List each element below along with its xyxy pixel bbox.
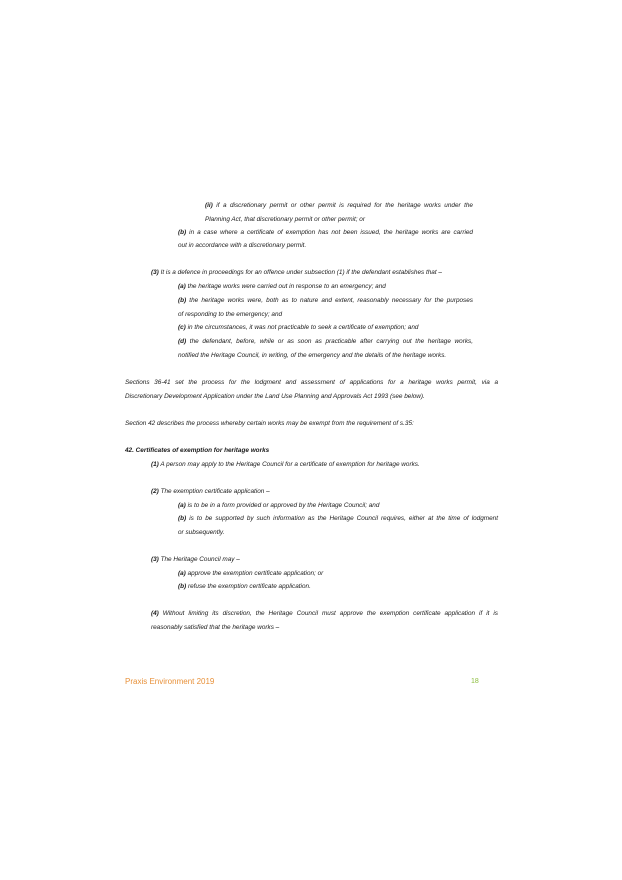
subsection-3-b-line2: of responding to the emergency; and — [178, 311, 283, 318]
section-42-1 — [151, 460, 420, 469]
clause-marker: (3) — [151, 556, 159, 563]
clause-ii-line1 — [205, 201, 473, 210]
footer-page-number: 18 — [471, 678, 479, 685]
clause-text: in the circumstances, it was not practicable to seek a certificate of exemption; and — [185, 324, 419, 331]
section-42-4-line1 — [151, 609, 498, 618]
paragraph-sections-36-41-line2: Discretionary Development Application under the Land Use Planning and Approvals Act 1993 (see below). — [125, 393, 425, 400]
clause-marker: (ii) — [205, 202, 213, 209]
clause-text: if a discretionary permit or other permit is required for the heritage works under the — [212, 202, 473, 209]
clause-b-line2: out in accordance with a discretionary permit. — [178, 242, 307, 249]
clause-text: A person may apply to the Heritage Council for a certificate of exemption for heritage works. — [158, 461, 420, 468]
subsection-3-c — [178, 323, 418, 332]
clause-marker: (a) — [178, 570, 186, 577]
section-42-2 — [151, 487, 270, 496]
clause-text: refuse the exemption certificate application. — [186, 583, 311, 590]
clause-text: the defendant, before, while or as soon as practicable after carrying out the heritage works, — [186, 338, 473, 345]
footer-publisher: Praxis Environment 2019 — [125, 677, 215, 686]
clause-marker: (b) — [178, 229, 187, 236]
clause-ii-line2: Planning Act, that discretionary permit or other permit; or — [205, 216, 365, 223]
clause-text: is to be in a form provided or approved by the Heritage Council; and — [185, 502, 380, 509]
clause-text: in a case where a certificate of exemption has not been issued, the heritage works are carried — [186, 229, 473, 236]
clause-marker: (b) — [178, 297, 187, 304]
clause-text: Without limiting its discretion, the Heritage Council must approve the exemption certificate application if it is — [158, 610, 498, 617]
subsection-3-d-line2: notified the Heritage Council, in writing, of the emergency and the details of the heritage works. — [178, 352, 447, 359]
section-42-3-b — [178, 582, 311, 591]
section-42-4-line2: reasonably satisfied that the heritage works – — [151, 624, 280, 631]
clause-text: approve the exemption certificate application; or — [185, 570, 324, 577]
clause-marker: (4) — [151, 610, 159, 617]
subsection-3 — [151, 268, 442, 277]
clause-marker: (a) — [178, 502, 186, 509]
clause-marker: (1) — [151, 461, 159, 468]
section-42-3-a — [178, 569, 323, 578]
subsection-3-a — [178, 282, 386, 291]
section-42-2-b-line1 — [178, 514, 498, 523]
clause-text: The exemption certificate application – — [158, 488, 270, 495]
clause-b-line1 — [178, 228, 473, 237]
clause-text: It is a defence in proceedings for an offence under subsection (1) if the defendant establishes that – — [158, 269, 442, 276]
paragraph-sections-36-41-line1: Sections 36-41 set the process for the lodgment and assessment of applications for a heritage works permit, via a — [125, 379, 498, 386]
clause-marker: (2) — [151, 488, 159, 495]
clause-text: is to be supported by such information as the Heritage Council requires, either at the time of lodgment — [186, 515, 498, 522]
clause-text: The Heritage Council may – — [158, 556, 240, 563]
subsection-3-b-line1 — [178, 296, 473, 305]
clause-text: the heritage works were carried out in response to an emergency; and — [185, 283, 386, 290]
clause-marker: (b) — [178, 583, 187, 590]
clause-text: the heritage works were, both as to nature and extent, reasonably necessary for the purposes — [186, 297, 473, 304]
clause-marker: (a) — [178, 283, 186, 290]
paragraph-section-42: Section 42 describes the process whereby certain works may be exempt from the requirement of s.35: — [125, 420, 414, 427]
clause-marker: (3) — [151, 269, 159, 276]
subsection-3-d-line1 — [178, 337, 473, 346]
clause-marker: (c) — [178, 324, 186, 331]
section-42-2-a — [178, 501, 379, 510]
section-42-heading: 42. Certificates of exemption for heritage works — [125, 447, 270, 454]
section-42-3 — [151, 555, 240, 564]
clause-marker: (b) — [178, 515, 187, 522]
section-42-2-b-line2: or subsequently. — [178, 529, 225, 536]
clause-marker: (d) — [178, 338, 187, 345]
